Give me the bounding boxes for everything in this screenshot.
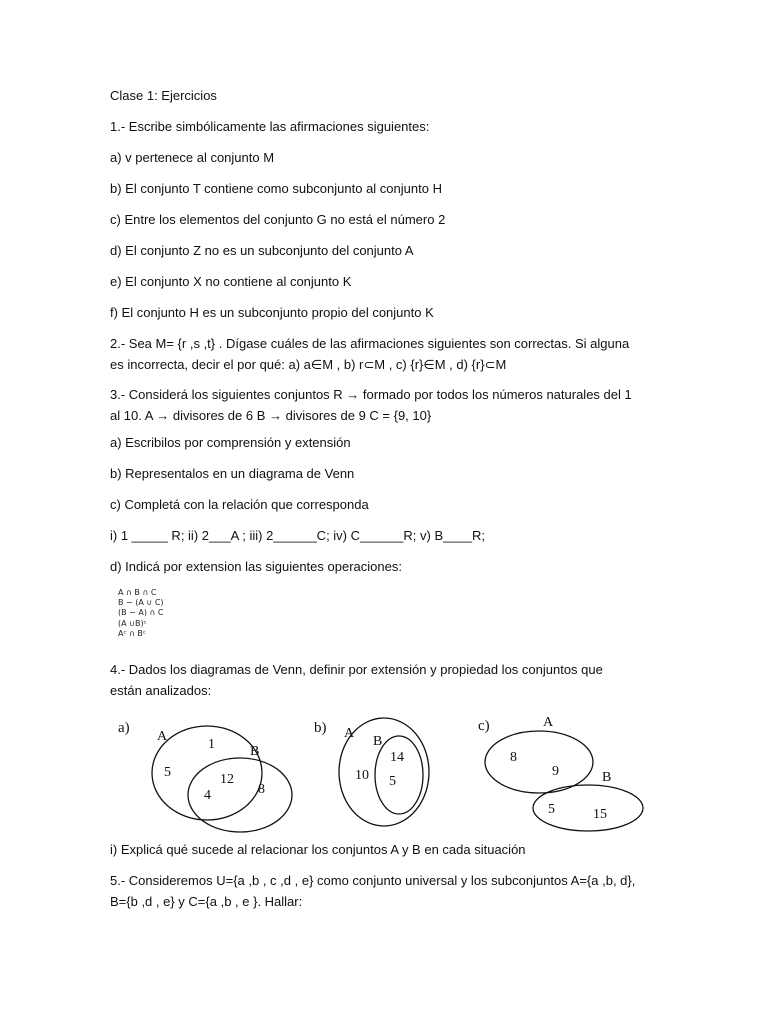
diagram-a-value-5: 5 <box>164 765 171 780</box>
diagram-a-value-12: 12 <box>220 772 234 787</box>
diagram-b-set-b-ellipse <box>375 736 423 814</box>
exercise-1-item-f: f) El conjunto H es un subconjunto propio del conjunto K <box>110 305 434 320</box>
venn-diagram-b <box>314 718 429 826</box>
diagram-c-value-15: 15 <box>593 807 607 822</box>
diagram-a-tag: a) <box>118 720 130 736</box>
diagram-b-tag: b) <box>314 720 327 736</box>
diagram-b-value-14: 14 <box>390 750 404 765</box>
exercise-5-text: 5.- Consideremos U={a ,b , c ,d , e} como conjunto universal y los subconjuntos A={a ,b, d}, B={b ,d , e} y C={a ,b , e }. Hallar: <box>110 873 636 909</box>
exercise-1-item-b: b) El conjunto T contiene como subconjunto al conjunto H <box>110 181 442 196</box>
venn-diagram-c <box>478 715 643 831</box>
diagram-c-value-5: 5 <box>548 802 555 817</box>
diagram-b-value-10: 10 <box>355 768 369 783</box>
exercise-1-item-e: e) El conjunto X no contiene al conjunto K <box>110 274 352 289</box>
diagram-a-value-1: 1 <box>208 737 215 752</box>
diagram-a-set-b-label: B <box>250 744 260 759</box>
operation-2: B − (A ∪ C) <box>118 598 164 608</box>
operation-4: (A ∪B)ᶜ <box>118 618 147 628</box>
exercise-3-item-c: c) Completá con la relación que corresponda <box>110 497 369 512</box>
venn-diagram-a <box>118 720 292 832</box>
diagram-c-set-b-label: B <box>602 770 612 785</box>
operation-1: A ∩ B ∩ C <box>118 588 157 597</box>
operation-5: Aᶜ ∩ Bᶜ <box>118 628 146 638</box>
page-title: Clase 1: Ejercicios <box>110 88 217 103</box>
exercise-3-item-c-blanks: i) 1 _____ R; ii) 2___A ; iii) 2______C; iv) C______R; v) B____R; <box>110 528 486 543</box>
diagram-b-value-5: 5 <box>389 774 396 789</box>
diagram-a-value-8: 8 <box>258 782 265 797</box>
exercise-3-item-d: d) Indicá por extension las siguientes operaciones: <box>110 559 402 574</box>
exercise-4-question: i) Explicá qué sucede al relacionar los conjuntos A y B en cada situación <box>110 842 526 857</box>
diagram-c-value-9: 9 <box>552 764 559 779</box>
diagram-b-set-a-ellipse <box>339 718 429 826</box>
exercise-3-item-b: b) Representalos en un diagrama de Venn <box>110 466 355 481</box>
exercise-1-heading: 1.- Escribe simbólicamente las afirmaciones siguientes: <box>110 119 430 134</box>
diagram-b-set-b-label: B <box>373 734 383 749</box>
diagram-b-set-a-label: A <box>344 726 355 741</box>
diagram-a-set-a-label: A <box>157 729 168 744</box>
diagram-c-tag: c) <box>478 718 490 734</box>
operation-3: (B − A) ∩ C <box>118 608 164 618</box>
diagram-a-value-4: 4 <box>204 788 211 803</box>
diagram-c-value-8: 8 <box>510 750 517 765</box>
exercise-1-item-a: a) v pertenece al conjunto M <box>110 150 275 165</box>
exercise-1-item-c: c) Entre los elementos del conjunto G no está el número 2 <box>110 212 446 227</box>
diagram-c-set-a-ellipse <box>485 731 593 793</box>
exercise-2-text: 2.- Sea M= {r ,s ,t} . Dígase cuáles de las afirmaciones siguientes son correctas. Si alguna es incorrecta, decir el por qué: a) a∈M , b) r⊂M , c) {r}∈M , d) {r}⊂M <box>110 336 630 372</box>
diagram-c-set-a-label: A <box>543 715 554 730</box>
exercise-4-text: 4.- Dados los diagramas de Venn, definir por extensión y propiedad los conjuntos que están analizados: <box>110 662 603 698</box>
exercise-1-item-d: d) El conjunto Z no es un subconjunto del conjunto A <box>110 243 414 258</box>
exercise-3-text: 3.- Considerá los siguientes conjuntos R → formado por todos los números naturales del 1 al 10. A → divisores de 6 B → divisores de 9 C = {9, 10} <box>110 387 632 423</box>
exercise-3-item-a: a) Escribilos por comprensión y extensión <box>110 435 351 450</box>
